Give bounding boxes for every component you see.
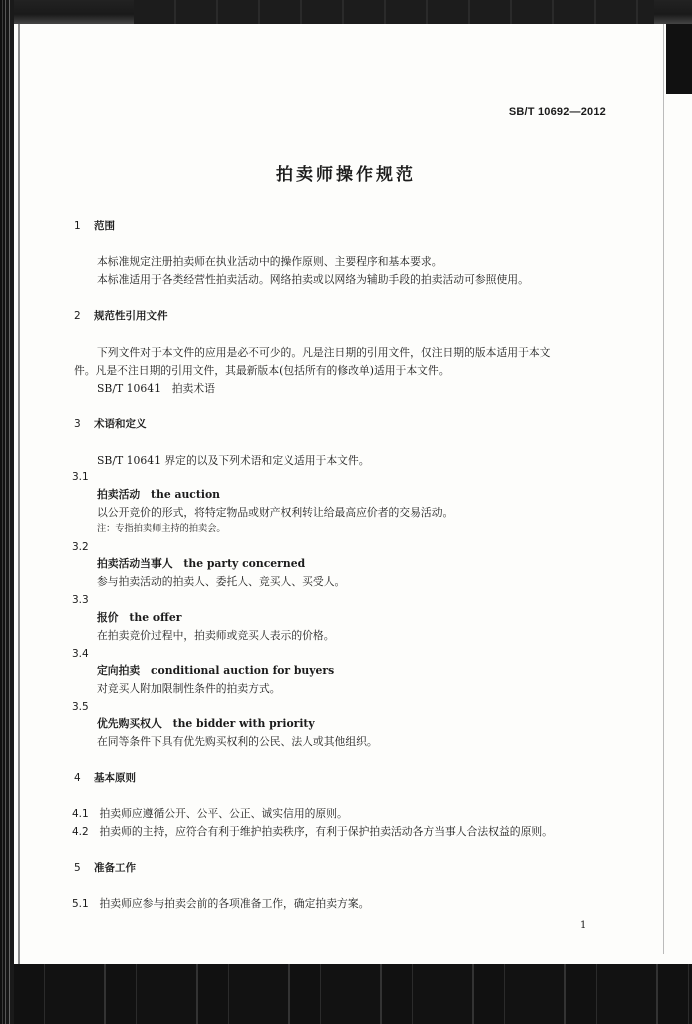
term-number: 3.2 xyxy=(72,541,89,553)
term-definition: 在拍卖竞价过程中，拍卖师或竞买人表示的价格。 xyxy=(97,629,335,642)
term-definition: 以公开竞价的形式，将特定物品或财产权利转让给最高应价者的交易活动。 xyxy=(97,506,454,519)
clause-item: 4.2 拍卖师的主持，应符合有利于维护拍卖秩序，有利于保护拍卖活动各方当事人合法权益的原则。 xyxy=(72,825,553,838)
paragraph: 本标准适用于各类经营性拍卖活动。网络拍卖或以网络为辅助手段的拍卖活动可参照使用。 xyxy=(97,273,529,286)
term-definition: 参与拍卖活动的拍卖人、委托人、竞买人、买受人。 xyxy=(97,575,346,588)
section-5-heading: 5 准备工作 xyxy=(74,862,136,874)
clause-item: 4.1 拍卖师应遵循公开、公平、公正、诚实信用的原则。 xyxy=(72,807,348,820)
paragraph: 件。凡是不注日期的引用文件，其最新版本(包括所有的修改单)适用于本文件。 xyxy=(74,364,450,377)
paragraph: 下列文件对于本文件的应用是必不可少的。凡是注日期的引用文件，仅注日期的版本适用于本文 xyxy=(97,346,551,359)
term-number: 3.1 xyxy=(72,471,89,483)
term-definition: 对竞买人附加限制性条件的拍卖方式。 xyxy=(97,682,281,695)
term-number: 3.4 xyxy=(72,648,89,660)
document-title: 拍卖师操作规范 xyxy=(276,165,416,185)
term-definition: 在同等条件下具有优先购买权利的公民、法人或其他组织。 xyxy=(97,735,378,748)
term-heading: 拍卖活动 the auction xyxy=(97,488,221,501)
scan-edge-right xyxy=(666,24,692,94)
term-heading: 报价 the offer xyxy=(97,611,182,624)
paragraph: 本标准规定注册拍卖师在执业活动中的操作原则、主要程序和基本要求。 xyxy=(97,255,443,268)
scan-edge-bottom xyxy=(14,964,692,1024)
clause-item: 5.1 拍卖师应参与拍卖会前的各项准备工作，确定拍卖方案。 xyxy=(72,897,370,910)
reference-item: SB/T 10641 拍卖术语 xyxy=(97,382,215,395)
standard-code: SB/T 10692—2012 xyxy=(508,106,606,118)
scan-edge-line xyxy=(18,0,20,1024)
scan-edge-top xyxy=(14,0,692,24)
page-number: 1 xyxy=(580,920,587,931)
term-heading: 优先购买权人 the bidder with priority xyxy=(97,717,315,730)
term-note: 注：专指拍卖师主持的拍卖会。 xyxy=(97,523,226,534)
section-3-heading: 3 术语和定义 xyxy=(74,418,147,430)
section-1-heading: 1 范围 xyxy=(74,220,115,232)
term-heading: 定向拍卖 conditional auction for buyers xyxy=(97,664,335,677)
term-heading: 拍卖活动当事人 the party concerned xyxy=(97,557,306,570)
paragraph: SB/T 10641 界定的以及下列术语和定义适用于本文件。 xyxy=(97,454,370,467)
term-number: 3.3 xyxy=(72,594,89,606)
section-2-heading: 2 规范性引用文件 xyxy=(74,310,168,322)
term-number: 3.5 xyxy=(72,701,89,713)
section-4-heading: 4 基本原则 xyxy=(74,772,136,784)
scan-edge-left xyxy=(0,0,14,1024)
